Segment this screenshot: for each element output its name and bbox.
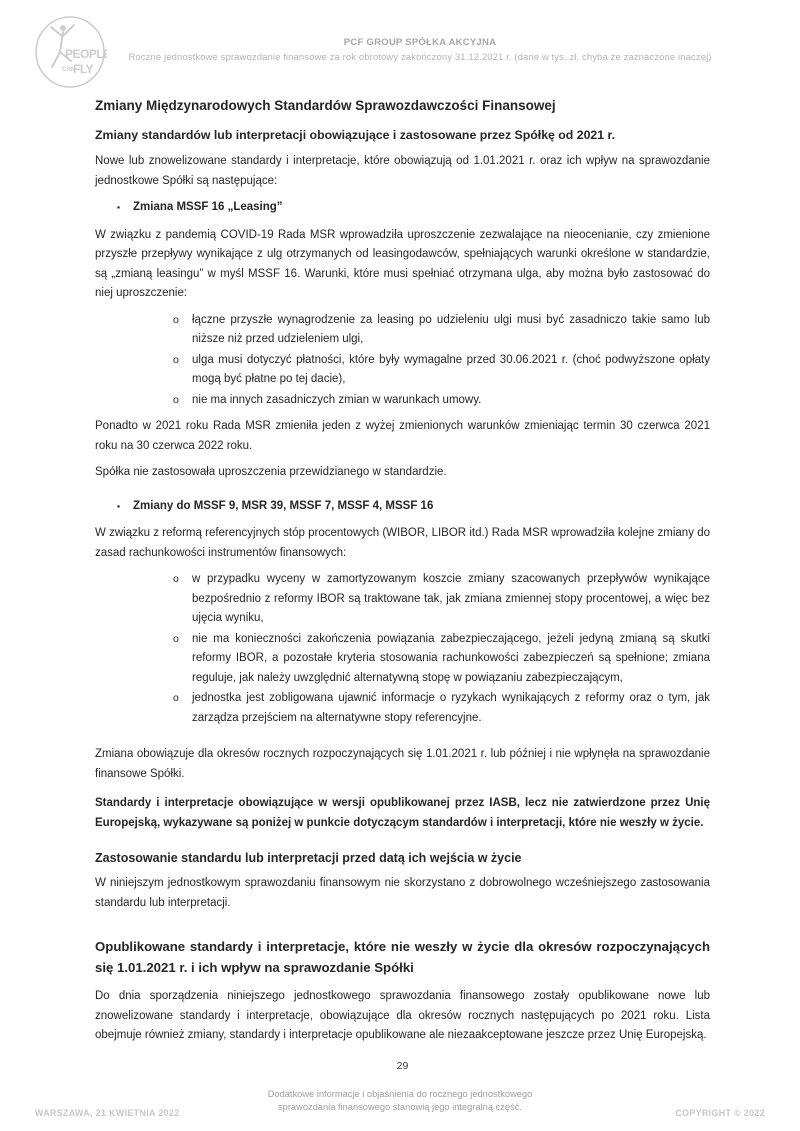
footer-note-line2: sprawozdania finansowego stanowią jego integralną część.	[278, 1102, 522, 1112]
subsection-title-applied-standards: Zmiany standardów lub interpretacji obowiązujące i zastosowane przez Spółkę od 2021 r.	[95, 128, 616, 142]
list-item-text: nie ma innych zasadniczych zmian w warunkach umowy.	[192, 393, 482, 406]
subsection-title-early-application: Zastosowanie standardu lub interpretacji przed datą ich wejścia w życie	[95, 851, 522, 865]
list-item	[95, 351, 710, 390]
paragraph-standardy-iasb: Standardy i interpretacje obowiązujące w wersji opublikowanej przez IASB, lecz nie zatwierdzone przez Unię Europejską, wykazywane są poniżej w punkcie dotyczącym standardów i interpretacji, które nie weszły w życie.	[95, 797, 710, 829]
paragraph-published-standards: Do dnia sporządzenia niniejszego jednostkowego sprawozdania finansowego zostały opublikowane nowe lub znowelizowane standardy i interpretacje, obowiązujące dla okresów rocznych następujących po 2021 roku. Lista obejmuje również zmiany, standardy i interpretacje opublikowane ale niezaakceptowane jeszcze przez Unię Europejską.	[95, 990, 710, 1041]
list-item	[95, 311, 710, 350]
list-item-text: w przypadku wyceny w zamortyzowanym koszcie zmiany szacowanych przepływów wynikające bezpośrednio z reformy IBOR są traktowane tak, jak zmiana zmiennej stopy procentowej, a więc bez ujęcia wyniku,	[192, 573, 710, 624]
paragraph-spolka: Spółka nie zastosowała uproszczenia przewidzianego w standardzie.	[95, 466, 447, 478]
report-subtitle: Roczne jednostkowe sprawozdanie finansowe za rok obrotowy zakończony 31.12.2021 r. (dane w tys. zł, chyba że zaznaczone inaczej)	[128, 52, 712, 63]
list-item-text: ulga musi dotyczyć płatności, które były wymagalne przed 30.06.2021 r. (choć podwyższone opłaty mogą być płatne po tej dacie),	[192, 353, 710, 385]
logo-word-fly: FLY	[73, 62, 94, 76]
circle-bullet-icon: o	[173, 692, 179, 704]
circle-bullet-icon: o	[173, 313, 179, 326]
paragraph-intro: Nowe lub znowelizowane standardy i interpretacje, które obowiązują od 1.01.2021 r. oraz ich wpływ na sprawozdanie jednostkowe Spółki są następujące:	[95, 155, 710, 187]
people-can-fly-logo-icon	[33, 15, 107, 89]
report-header-text	[120, 37, 720, 63]
page-footer	[35, 1088, 765, 1118]
bullet-item-mssf9	[95, 497, 710, 517]
document-body	[95, 97, 710, 1076]
logo-word-can: CAN	[62, 67, 75, 73]
footer-copyright: COPYRIGHT © 2022	[675, 1108, 765, 1118]
list-item-text: jednostka jest zobligowana ujawnić informacje o ryzykach wynikających z reformy oraz o tym, jak zarządza przejściem na alternatywne stopy referencyjne.	[192, 692, 710, 724]
list-item-text: łączne przyszłe wynagrodzenie za leasing po udzieleniu ulgi musi być zasadniczo takie samo lub niższe niż przed udzieleniem ulgi,	[192, 313, 710, 345]
bullet-label: Zmiana MSSF 16 „Leasing”	[133, 201, 283, 213]
bullet-label: Zmiany do MSSF 9, MSR 39, MSSF 7, MSSF 4, MSSF 16	[133, 499, 434, 512]
circle-bullet-icon: o	[173, 632, 179, 645]
square-bullet-icon: ▪	[117, 500, 121, 511]
paragraph-early-application: W niniejszym jednostkowym sprawozdaniu finansowym nie skorzystano z dobrowolnego wcześniejszego zastosowania standardu lub interpretacji.	[95, 877, 710, 909]
circle-bullet-icon: o	[173, 573, 179, 585]
sublist-ibor-reform	[95, 570, 710, 728]
footer-note-line1: Dodatkowe informacje i objaśnienia do rocznego jednostkowego	[267, 1089, 533, 1099]
circle-bullet-icon: o	[173, 353, 179, 366]
people-can-fly-logo	[33, 15, 107, 94]
circle-bullet-icon: o	[173, 393, 179, 406]
sublist-lease-conditions	[95, 311, 710, 411]
paragraph-covid: W związku z pandemią COVID-19 Rada MSR wprowadziła uproszczenie zezwalające na nieocenianie, czy zmienione przyszłe przepływy wynikające z ulg otrzymanych od leasingodawców, spełniających warunki określone w standardzie, są „zmianą leasingu” w myśl MSSF 16. Warunki, które musi spełniać otrzymana ulga, aby można było zastosować do niej uproszczenie:	[95, 228, 710, 299]
list-item	[95, 689, 710, 728]
list-item	[95, 570, 710, 629]
bullet-item-mssf16	[95, 198, 710, 218]
logo-word-people: PEOPLE	[65, 47, 107, 61]
footer-note	[268, 1088, 533, 1114]
paragraph-wibor: W związku z reformą referencyjnych stóp procentowych (WIBOR, LIBOR itd.) Rada MSR wprowadziła kolejne zmiany do zasad rachunkowości instrumentów finansowych:	[95, 527, 710, 559]
subsection-title-published-standards: Opublikowane standardy i interpretacje, które nie weszły w życie dla okresów rozpoczynających się 1.01.2021 r. i ich wpływ na sprawozdanie Spółki	[95, 939, 710, 975]
square-bullet-icon: ▪	[117, 202, 121, 212]
section-title-ifrs-changes: Zmiany Międzynarodowych Standardów Sprawozdawczości Finansowej	[95, 98, 556, 113]
page-number: 29	[396, 1059, 409, 1072]
list-item	[95, 630, 710, 689]
paragraph-ponadto: Ponadto w 2021 roku Rada MSR zmieniła jeden z wyżej zmienionych warunków zmieniając termin 30 czerwca 2021 roku na 30 czerwca 2022 roku.	[95, 420, 710, 452]
company-name: PCF GROUP SPÓŁKA AKCYJNA	[343, 37, 497, 48]
paragraph-zmiana-obowiazuje: Zmiana obowiązuje dla okresów rocznych rozpoczynających się 1.01.2021 r. lub później i nie wpłynęła na sprawozdanie finansowe Spółki.	[95, 748, 710, 780]
list-item	[95, 391, 710, 411]
list-item-text: nie ma konieczności zakończenia powiązania zabezpieczającego, jeżeli jedyną zmianą są skutki reformy IBOR, a pozostałe kryteria stosowania rachunkowości zabezpieczeń są spełnione; zmiana reguluje, jak należy uwzględnić alternatywną stopę w powiązaniu zabezpieczającym,	[192, 632, 710, 684]
footer-place-date: WARSZAWA, 21 KWIETNIA 2022	[35, 1108, 180, 1118]
